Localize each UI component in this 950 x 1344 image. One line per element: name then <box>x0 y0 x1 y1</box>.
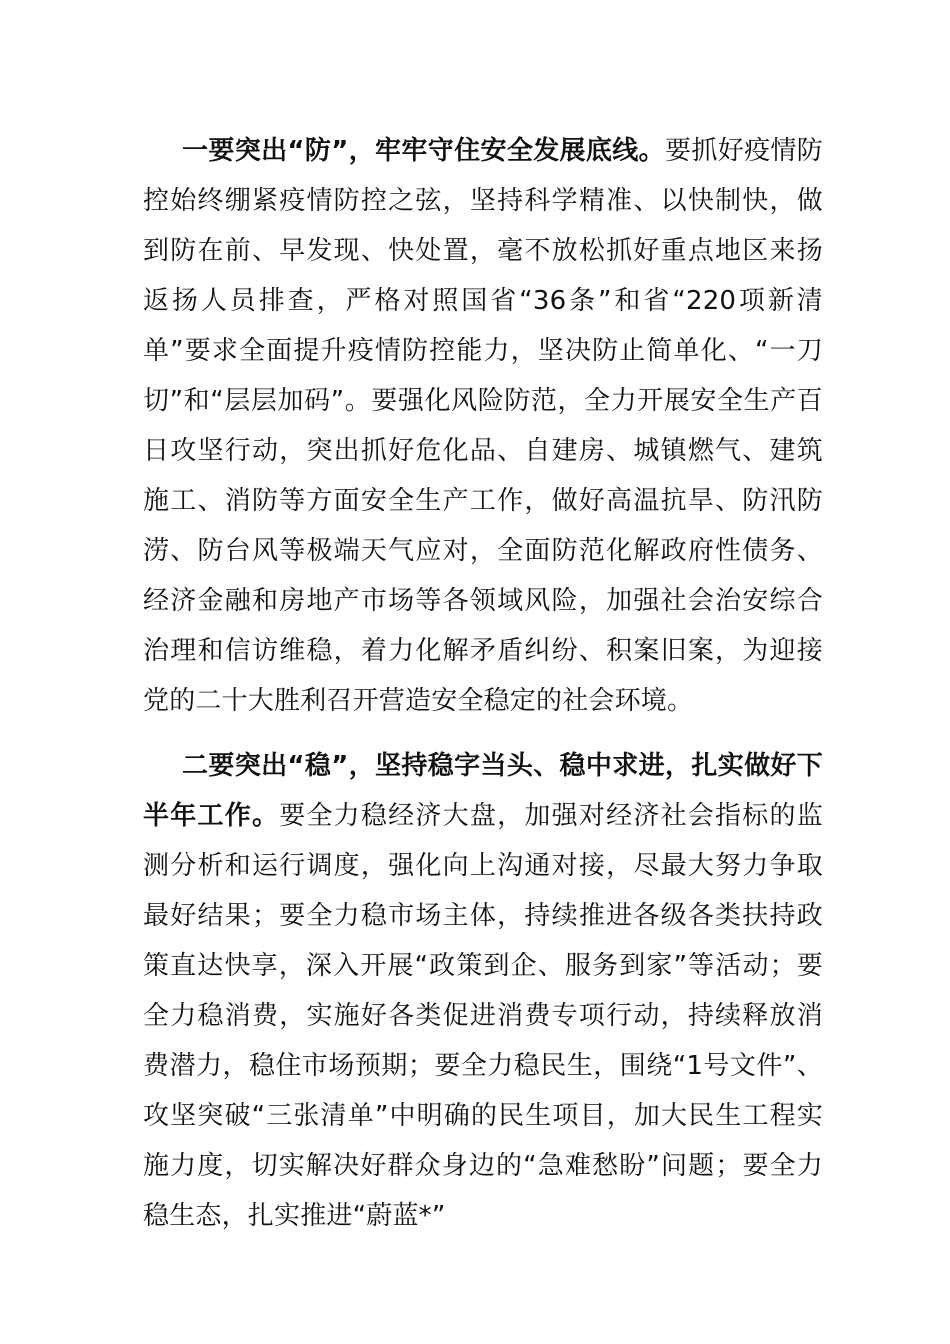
paragraph-2 <box>143 741 823 1241</box>
paragraph-2-body: 要全力稳经济大盘，加强对经济社会指标的监测分析和运行调度，强化向上沟通对接，尽最大努力争取最好结果；要全力稳市场主体，持续推进各级各类扶持政策直达快享，深入开展“政策到企、服务到家”等活动；要全力稳消费，实施好各类促进消费专项行动，持续释放消费潜力，稳住市场预期；要全力稳民生，围绕“1号文件”、攻坚突破“三张清单”中明确的民生项目，加大民生工程实施力度，切实解决好群众身边的“急难愁盼”问题；要全力稳生态，扎实推进“蔚蓝*” <box>143 801 823 1231</box>
paragraph-1 <box>143 126 823 726</box>
paragraph-1-body: 要抓好疫情防控始终绷紧疫情防控之弦，坚持科学精准、以快制快，做到防在前、早发现、快处置，毫不放松抓好重点地区来扬返扬人员排查，严格对照国省“36条”和省“220项新清单”要求全面提升疫情防控能力，坚决防止简单化、“一刀切”和“层层加码”。要强化风险防范，全力开展安全生产百日攻坚行动，突出抓好危化品、自建房、城镇燃气、建筑施工、消防等方面安全生产工作，做好高温抗旱、防汛防涝、防台风等极端天气应对，全面防范化解政府性债务、经济金融和房地产市场等各领域风险，加强社会治安综合治理和信访维稳，着力化解矛盾纠纷、积案旧案，为迎接党的二十大胜利召开营造安全稳定的社会环境。 <box>143 136 823 716</box>
document-page <box>143 126 823 1241</box>
paragraph-2-heading: 二要突出“稳”，坚持稳字当头、稳中求进，扎实做好下半年工作。 <box>143 751 823 831</box>
paragraph-1-heading: 一要突出“防”，牢牢守住安全发展底线。 <box>182 136 665 166</box>
